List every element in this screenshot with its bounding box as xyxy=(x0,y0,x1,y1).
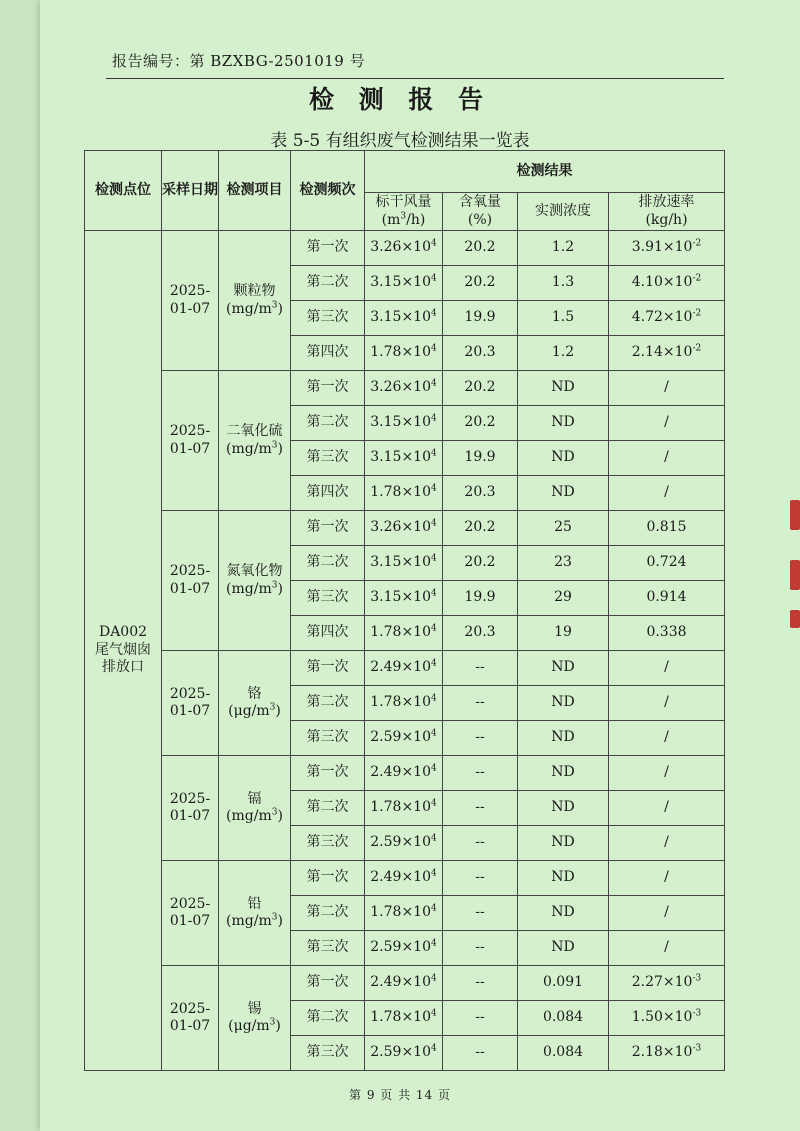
test-item xyxy=(219,861,291,966)
rate-cell xyxy=(609,336,725,371)
flow-exponent: 4 xyxy=(430,518,437,529)
concentration-cell: ND xyxy=(518,476,609,511)
test-item xyxy=(219,651,291,756)
test-item-name: 二氧化硫 xyxy=(226,423,283,439)
flow-value: 3.15×10 xyxy=(370,414,431,431)
concentration-cell: 23 xyxy=(518,546,609,581)
flow-cell xyxy=(365,406,443,441)
rate-value: 2.14×10 xyxy=(631,344,693,361)
test-item-name: 镉 xyxy=(247,790,262,807)
oxygen-cell: 20.3 xyxy=(443,616,518,651)
test-item-unit-tail: ) xyxy=(277,580,283,597)
rate-value: / xyxy=(664,904,669,921)
header-rule xyxy=(106,78,724,79)
frequency-cell: 第一次 xyxy=(291,966,365,1001)
frequency-cell: 第一次 xyxy=(291,371,365,406)
oxygen-cell: -- xyxy=(443,966,518,1001)
flow-value: 3.26×10 xyxy=(370,519,431,536)
flow-exponent: 4 xyxy=(430,308,437,319)
seal-fragment xyxy=(790,500,800,530)
test-item-unit-base: (μg/m xyxy=(228,703,270,719)
frequency-cell: 第二次 xyxy=(291,686,365,721)
oxygen-cell: -- xyxy=(443,1001,518,1036)
rate-value: 0.338 xyxy=(646,624,687,641)
table-row xyxy=(85,651,725,686)
frequency-cell: 第三次 xyxy=(291,1036,365,1071)
rate-cell xyxy=(609,371,725,406)
results-body xyxy=(85,231,725,1071)
header-point: 检测点位 xyxy=(85,151,162,231)
flow-exponent: 4 xyxy=(430,273,437,284)
header-flow-label: 标干风量 xyxy=(375,194,432,210)
flow-value: 3.15×10 xyxy=(370,309,431,326)
rate-cell xyxy=(609,651,725,686)
test-item-unit-sup: 3 xyxy=(269,702,276,713)
table-title: 表 5-5 有组织废气检测结果一览表 xyxy=(270,131,530,151)
table-row xyxy=(85,371,725,406)
flow-value: 2.59×10 xyxy=(370,1044,431,1061)
rate-cell xyxy=(609,301,725,336)
flow-cell xyxy=(365,721,443,756)
flow-value: 2.49×10 xyxy=(370,974,431,991)
flow-value: 1.78×10 xyxy=(370,694,431,711)
header-rate-label: 排放速率 xyxy=(638,194,695,210)
oxygen-cell: -- xyxy=(443,756,518,791)
concentration-cell: 0.084 xyxy=(518,1001,609,1036)
rate-exponent: -2 xyxy=(692,273,702,284)
frequency-cell: 第三次 xyxy=(291,721,365,756)
test-item-unit-tail: ) xyxy=(275,1018,281,1034)
rate-cell xyxy=(609,686,725,721)
concentration-cell: 1.2 xyxy=(518,231,609,266)
concentration-cell: ND xyxy=(518,931,609,966)
frequency-cell: 第四次 xyxy=(291,336,365,371)
header-concentration: 实测浓度 xyxy=(518,193,609,231)
flow-exponent: 4 xyxy=(430,658,437,669)
concentration-cell: ND xyxy=(518,441,609,476)
sampling-date: 2025-01-07 xyxy=(162,966,219,1071)
rate-exponent: -2 xyxy=(692,238,702,249)
rate-value: 2.27×10 xyxy=(631,974,693,991)
flow-cell xyxy=(365,651,443,686)
flow-value: 3.15×10 xyxy=(370,274,431,291)
flow-exponent: 4 xyxy=(430,763,437,774)
flow-exponent: 4 xyxy=(430,343,437,354)
concentration-cell: ND xyxy=(518,791,609,826)
header-results: 检测结果 xyxy=(365,151,725,193)
test-item-unit-sup: 3 xyxy=(271,299,278,310)
rate-value: / xyxy=(664,484,669,501)
flow-value: 3.26×10 xyxy=(370,239,431,256)
frequency-cell: 第四次 xyxy=(291,476,365,511)
frequency-cell: 第二次 xyxy=(291,266,365,301)
flow-exponent: 4 xyxy=(430,588,437,599)
oxygen-cell: 19.9 xyxy=(443,581,518,616)
flow-exponent: 4 xyxy=(430,693,437,704)
test-item xyxy=(219,231,291,371)
test-item-unit-tail: ) xyxy=(277,300,283,317)
header-date: 采样日期 xyxy=(162,151,219,231)
rate-cell xyxy=(609,581,725,616)
test-item-unit-tail: ) xyxy=(277,808,283,824)
flow-value: 1.78×10 xyxy=(370,484,431,501)
rate-cell xyxy=(609,476,725,511)
rate-cell xyxy=(609,861,725,896)
flow-cell xyxy=(365,616,443,651)
oxygen-cell: 20.2 xyxy=(443,231,518,266)
frequency-cell: 第四次 xyxy=(291,616,365,651)
rate-cell xyxy=(609,231,725,266)
flow-cell xyxy=(365,546,443,581)
frequency-cell: 第一次 xyxy=(291,651,365,686)
rate-value: / xyxy=(664,764,669,781)
oxygen-cell: -- xyxy=(443,721,518,756)
concentration-cell: 1.2 xyxy=(518,336,609,371)
flow-exponent: 4 xyxy=(430,238,437,249)
flow-exponent: 4 xyxy=(430,1043,437,1054)
header-item: 检测项目 xyxy=(219,151,291,231)
oxygen-cell: -- xyxy=(443,791,518,826)
frequency-cell: 第三次 xyxy=(291,931,365,966)
flow-cell xyxy=(365,931,443,966)
rate-value: / xyxy=(664,939,669,956)
test-item-unit-base: (mg/m xyxy=(226,808,272,824)
rate-exponent: -3 xyxy=(692,1008,702,1019)
frequency-cell: 第二次 xyxy=(291,546,365,581)
flow-exponent: 4 xyxy=(430,903,437,914)
flow-exponent: 4 xyxy=(430,868,437,879)
flow-exponent: 4 xyxy=(430,938,437,949)
rate-cell xyxy=(609,826,725,861)
flow-exponent: 4 xyxy=(430,1008,437,1019)
oxygen-cell: -- xyxy=(443,931,518,966)
sampling-date: 2025-01-07 xyxy=(162,651,219,756)
flow-cell xyxy=(365,231,443,266)
frequency-cell: 第一次 xyxy=(291,861,365,896)
header-flow xyxy=(365,193,443,231)
flow-exponent: 4 xyxy=(430,973,437,984)
frequency-cell: 第三次 xyxy=(291,301,365,336)
flow-value: 2.49×10 xyxy=(370,764,431,781)
rate-exponent: -3 xyxy=(692,1043,702,1054)
table-row xyxy=(85,861,725,896)
flow-cell xyxy=(365,826,443,861)
test-item-name: 铅 xyxy=(247,895,262,912)
rate-cell xyxy=(609,1036,725,1071)
table-row xyxy=(85,966,725,1001)
oxygen-cell: 20.2 xyxy=(443,266,518,301)
flow-exponent: 4 xyxy=(430,378,437,389)
concentration-cell: ND xyxy=(518,406,609,441)
frequency-cell: 第二次 xyxy=(291,896,365,931)
oxygen-cell: -- xyxy=(443,651,518,686)
table-row xyxy=(85,231,725,266)
rate-cell xyxy=(609,406,725,441)
concentration-cell: 29 xyxy=(518,581,609,616)
table-row xyxy=(85,511,725,546)
sampling-date: 2025-01-07 xyxy=(162,756,219,861)
header-oxygen-label: 含氧量 xyxy=(459,194,501,210)
table-row xyxy=(85,756,725,791)
oxygen-cell: 20.2 xyxy=(443,511,518,546)
oxygen-cell: -- xyxy=(443,826,518,861)
flow-cell xyxy=(365,686,443,721)
flow-cell xyxy=(365,966,443,1001)
flow-value: 1.78×10 xyxy=(370,624,431,641)
flow-cell xyxy=(365,441,443,476)
test-item-unit-sup: 3 xyxy=(271,439,278,450)
rate-value: / xyxy=(664,414,669,431)
test-item-unit-base: (mg/m xyxy=(226,300,272,317)
seal-fragment xyxy=(790,610,800,628)
concentration-cell: ND xyxy=(518,686,609,721)
frequency-cell: 第一次 xyxy=(291,756,365,791)
test-item xyxy=(219,371,291,511)
test-item-unit-base: (mg/m xyxy=(226,913,272,929)
oxygen-cell: -- xyxy=(443,686,518,721)
flow-exponent: 4 xyxy=(430,798,437,809)
rate-cell xyxy=(609,441,725,476)
test-item-unit-base: (mg/m xyxy=(226,440,272,457)
rate-exponent: -2 xyxy=(692,308,702,319)
flow-value: 3.26×10 xyxy=(370,379,431,396)
concentration-cell: 0.091 xyxy=(518,966,609,1001)
oxygen-cell: 20.2 xyxy=(443,406,518,441)
flow-exponent: 4 xyxy=(430,413,437,424)
test-item xyxy=(219,966,291,1071)
sampling-date: 2025-01-07 xyxy=(162,231,219,371)
rate-cell xyxy=(609,791,725,826)
page-number: 第 9 页 共 14 页 xyxy=(349,1088,451,1102)
footer-rule xyxy=(106,1070,724,1071)
flow-value: 2.59×10 xyxy=(370,939,431,956)
concentration-cell: ND xyxy=(518,721,609,756)
flow-value: 2.49×10 xyxy=(370,659,431,676)
frequency-cell: 第三次 xyxy=(291,441,365,476)
report-number: 报告编号：第 BZXBG-2501019 号 xyxy=(112,52,366,70)
flow-exponent: 4 xyxy=(430,623,437,634)
test-item-unit-tail: ) xyxy=(275,703,281,719)
flow-cell xyxy=(365,1001,443,1036)
frequency-cell: 第一次 xyxy=(291,231,365,266)
seal-fragment xyxy=(790,560,800,590)
concentration-cell: 1.3 xyxy=(518,266,609,301)
rate-cell xyxy=(609,511,725,546)
flow-cell xyxy=(365,1036,443,1071)
oxygen-cell: -- xyxy=(443,896,518,931)
header-row-1 xyxy=(85,151,725,193)
test-item-name: 铬 xyxy=(247,685,262,702)
rate-value: / xyxy=(664,379,669,396)
header-oxygen xyxy=(443,193,518,231)
flow-cell xyxy=(365,476,443,511)
frequency-cell: 第三次 xyxy=(291,581,365,616)
concentration-cell: ND xyxy=(518,651,609,686)
flow-cell xyxy=(365,336,443,371)
concentration-cell: ND xyxy=(518,756,609,791)
rate-value: 3.91×10 xyxy=(631,239,693,256)
rate-value: / xyxy=(664,729,669,746)
frequency-cell: 第三次 xyxy=(291,826,365,861)
flow-value: 2.49×10 xyxy=(370,869,431,886)
rate-exponent: -3 xyxy=(692,973,702,984)
flow-value: 3.15×10 xyxy=(370,449,431,466)
concentration-cell: 19 xyxy=(518,616,609,651)
header-oxygen-unit: (%) xyxy=(467,211,493,228)
concentration-cell: 25 xyxy=(518,511,609,546)
rate-cell xyxy=(609,1001,725,1036)
test-item-unit-base: (μg/m xyxy=(228,1018,270,1034)
header-flow-unit-tail: /h) xyxy=(406,211,426,228)
rate-value: / xyxy=(664,799,669,816)
header-rate-unit: (kg/h) xyxy=(645,211,688,228)
flow-exponent: 4 xyxy=(430,728,437,739)
test-item xyxy=(219,511,291,651)
oxygen-cell: 20.3 xyxy=(443,336,518,371)
flow-value: 2.59×10 xyxy=(370,729,431,746)
rate-value: / xyxy=(664,869,669,886)
test-item-unit-sup: 3 xyxy=(271,912,278,923)
rate-exponent: -2 xyxy=(692,343,702,354)
rate-value: 0.914 xyxy=(646,589,687,606)
flow-value: 2.59×10 xyxy=(370,834,431,851)
concentration-cell: 1.5 xyxy=(518,301,609,336)
test-item-unit-sup: 3 xyxy=(271,807,278,818)
flow-exponent: 4 xyxy=(430,448,437,459)
concentration-cell: ND xyxy=(518,861,609,896)
rate-cell xyxy=(609,966,725,1001)
header-frequency: 检测频次 xyxy=(291,151,365,231)
test-item-name: 氮氧化物 xyxy=(226,563,283,579)
flow-cell xyxy=(365,581,443,616)
rate-value: / xyxy=(664,449,669,466)
flow-value: 1.78×10 xyxy=(370,1009,431,1026)
rate-cell xyxy=(609,756,725,791)
rate-value: 1.50×10 xyxy=(631,1009,693,1026)
oxygen-cell: 20.2 xyxy=(443,546,518,581)
flow-value: 1.78×10 xyxy=(370,344,431,361)
oxygen-cell: 20.3 xyxy=(443,476,518,511)
flow-cell xyxy=(365,371,443,406)
flow-cell xyxy=(365,791,443,826)
flow-cell xyxy=(365,266,443,301)
concentration-cell: ND xyxy=(518,896,609,931)
flow-cell xyxy=(365,756,443,791)
oxygen-cell: 20.2 xyxy=(443,371,518,406)
concentration-cell: ND xyxy=(518,826,609,861)
rate-cell xyxy=(609,896,725,931)
oxygen-cell: 19.9 xyxy=(443,301,518,336)
concentration-cell: ND xyxy=(518,371,609,406)
sampling-date: 2025-01-07 xyxy=(162,861,219,966)
flow-cell xyxy=(365,896,443,931)
flow-cell xyxy=(365,301,443,336)
header-rate xyxy=(609,193,725,231)
oxygen-cell: -- xyxy=(443,1036,518,1071)
frequency-cell: 第一次 xyxy=(291,511,365,546)
concentration-cell: 0.084 xyxy=(518,1036,609,1071)
test-item-unit-sup: 3 xyxy=(271,579,278,590)
rate-cell xyxy=(609,931,725,966)
sampling-point: DA002尾气烟囱排放口 xyxy=(85,231,162,1071)
header-flow-unit-sup: 3 xyxy=(400,210,407,221)
test-item-unit-tail: ) xyxy=(277,913,283,929)
test-item-unit-tail: ) xyxy=(277,440,283,457)
rate-value: / xyxy=(664,834,669,851)
rate-cell xyxy=(609,266,725,301)
rate-value: 0.724 xyxy=(646,554,687,571)
frequency-cell: 第二次 xyxy=(291,791,365,826)
results-table xyxy=(84,150,725,1071)
document-title: 检 测 报 告 xyxy=(308,85,492,114)
frequency-cell: 第二次 xyxy=(291,1001,365,1036)
test-item-name: 颗粒物 xyxy=(233,283,276,299)
sampling-date: 2025-01-07 xyxy=(162,371,219,511)
flow-cell xyxy=(365,861,443,896)
oxygen-cell: 19.9 xyxy=(443,441,518,476)
header-flow-unit-base: (m xyxy=(381,211,401,228)
flow-value: 3.15×10 xyxy=(370,589,431,606)
rate-value: 0.815 xyxy=(646,519,687,536)
test-item-name: 锡 xyxy=(247,1000,262,1017)
rate-cell xyxy=(609,616,725,651)
flow-exponent: 4 xyxy=(430,483,437,494)
rate-cell xyxy=(609,546,725,581)
frequency-cell: 第二次 xyxy=(291,406,365,441)
rate-value: / xyxy=(664,694,669,711)
test-item xyxy=(219,756,291,861)
flow-exponent: 4 xyxy=(430,833,437,844)
test-item-unit-sup: 3 xyxy=(269,1017,276,1028)
flow-value: 1.78×10 xyxy=(370,904,431,921)
rate-cell xyxy=(609,721,725,756)
rate-value: 2.18×10 xyxy=(631,1044,693,1061)
flow-value: 1.78×10 xyxy=(370,799,431,816)
rate-value: 4.10×10 xyxy=(631,274,693,291)
oxygen-cell: -- xyxy=(443,861,518,896)
flow-value: 3.15×10 xyxy=(370,554,431,571)
flow-cell xyxy=(365,511,443,546)
sampling-date: 2025-01-07 xyxy=(162,511,219,651)
rate-value: 4.72×10 xyxy=(631,309,693,326)
test-item-unit-base: (mg/m xyxy=(226,580,272,597)
rate-value: / xyxy=(664,659,669,676)
flow-exponent: 4 xyxy=(430,553,437,564)
